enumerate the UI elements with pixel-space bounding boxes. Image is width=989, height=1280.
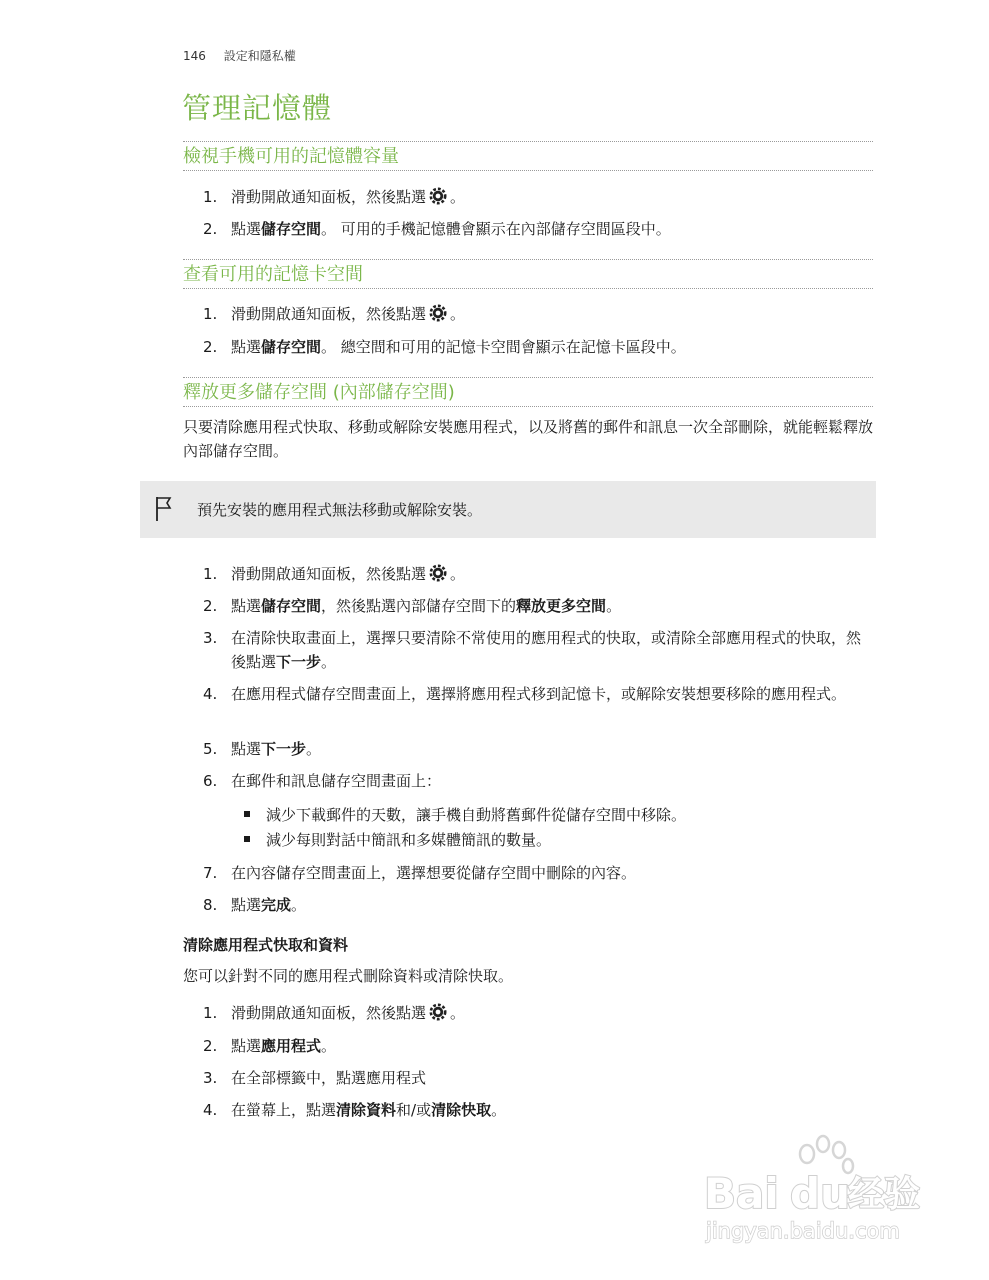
page-title: 管理記憶體 bbox=[182, 91, 333, 125]
note-text: 預先安裝的應用程式無法移動或解除安裝。 bbox=[197, 501, 483, 519]
gear-icon bbox=[428, 1002, 448, 1022]
note-box bbox=[140, 481, 876, 538]
step: 2. 點選儲存空間。 可用的手機記憶體會顯示在內部儲存空間區段中。 bbox=[203, 220, 671, 238]
step: 3. 在清除快取畫面上，選擇只要清除不常使用的應用程式的快取，或清除全部應用程式的快取，然後點選下一步。 bbox=[203, 629, 862, 671]
step: 5. 點選下一步。 bbox=[203, 740, 322, 758]
step: 7. 在內容儲存空間畫面上，選擇想要從儲存空間中刪除的內容。 bbox=[203, 864, 637, 882]
step: 1. 滑動開啟通知面板，然後點選 。 bbox=[203, 188, 466, 206]
step: 8. 點選完成。 bbox=[203, 896, 307, 914]
step: 1. 滑動開啟通知面板，然後點選 。 bbox=[203, 305, 466, 323]
bullet-marker bbox=[244, 811, 250, 817]
step: 6. 在郵件和訊息儲存空間畫面上： bbox=[203, 772, 442, 790]
gear-icon bbox=[428, 563, 448, 583]
section-title-free-space: 釋放更多儲存空間 (內部儲存空間) bbox=[183, 377, 873, 407]
step: 1. 滑動開啟通知面板，然後點選 。 bbox=[203, 1004, 466, 1022]
list-item: 減少下載郵件的天數，讓手機自動將舊郵件從儲存空間中移除。 bbox=[244, 803, 864, 827]
step: 2. 點選應用程式。 bbox=[203, 1037, 337, 1055]
step: 1. 滑動開啟通知面板，然後點選 。 bbox=[203, 565, 466, 583]
list-item: 減少每則對話中簡訊和多媒體簡訊的數量。 bbox=[244, 828, 864, 852]
chapter-title: 設定和隱私權 bbox=[223, 49, 296, 63]
section-intro: 只要清除應用程式快取、移動或解除安裝應用程式，以及將舊的郵件和訊息一次全部刪除，就能輕鬆釋放內部儲存空間。 bbox=[183, 418, 874, 460]
gear-icon bbox=[428, 303, 448, 323]
subsection-title: 清除應用程式快取和資料 bbox=[183, 936, 349, 954]
step: 4. 在應用程式儲存空間畫面上，選擇將應用程式移到記憶卡，或解除安裝想要移除的應用程式。 bbox=[203, 685, 847, 703]
watermark-brand-2: du bbox=[790, 1169, 850, 1218]
gear-icon bbox=[428, 186, 448, 206]
bullet-marker bbox=[244, 836, 250, 842]
subsection-intro: 您可以針對不同的應用程式刪除資料或清除快取。 bbox=[183, 967, 514, 985]
section-title-card-space: 查看可用的記憶卡空間 bbox=[183, 259, 873, 289]
watermark-url: jingyan.baidu.com bbox=[706, 1219, 900, 1243]
watermark-brand: Bai bbox=[704, 1169, 779, 1218]
flag-icon bbox=[154, 495, 174, 523]
watermark-cn: 经验 bbox=[848, 1174, 921, 1215]
step: 3. 在全部標籤中，點選應用程式 bbox=[203, 1069, 427, 1087]
section-title-view-memory: 檢視手機可用的記憶體容量 bbox=[183, 141, 873, 171]
page-header bbox=[183, 47, 296, 64]
step: 2. 點選儲存空間，然後點選內部儲存空間下的釋放更多空間。 bbox=[203, 597, 622, 615]
page-number: 146 bbox=[183, 49, 206, 63]
step: 2. 點選儲存空間。 總空間和可用的記憶卡空間會顯示在記憶卡區段中。 bbox=[203, 338, 686, 356]
baidu-watermark-logo bbox=[700, 1130, 940, 1270]
step: 4. 在螢幕上，點選清除資料和/或清除快取。 bbox=[203, 1101, 507, 1119]
